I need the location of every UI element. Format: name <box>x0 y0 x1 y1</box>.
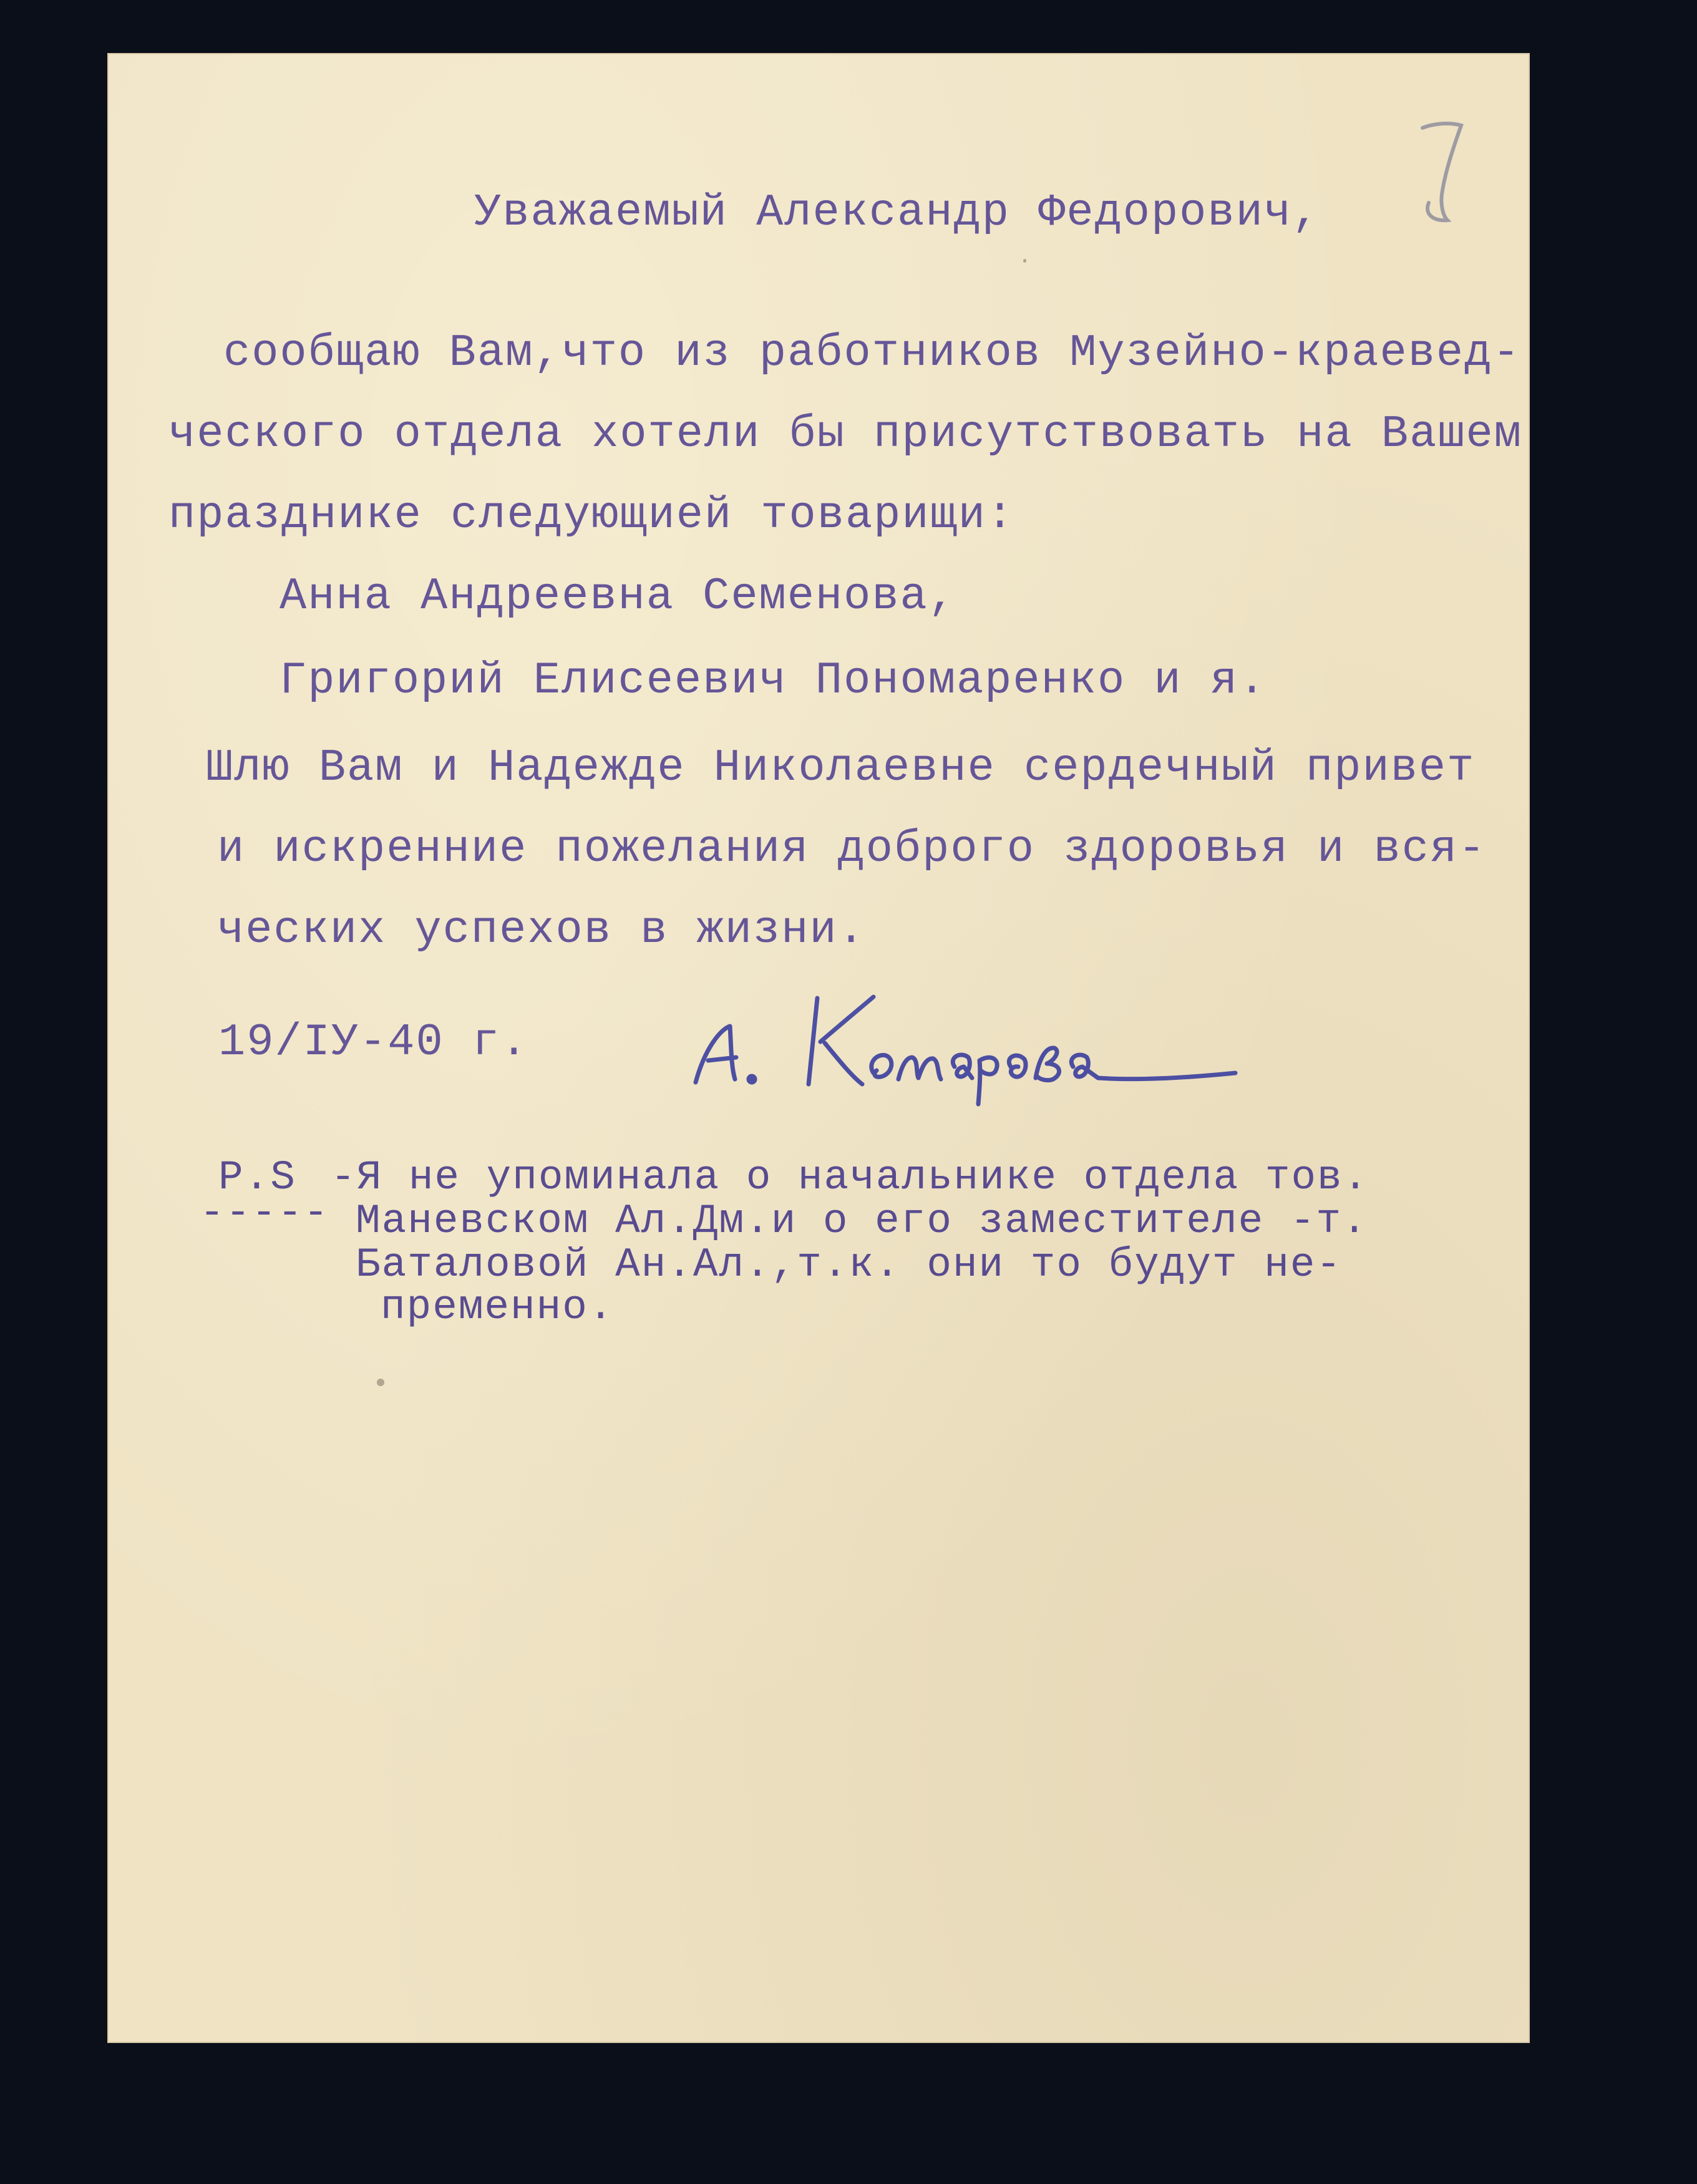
paper-speck <box>377 1379 384 1386</box>
closing-line-1: Шлю Вам и Надежде Николаевне сердечный привет <box>206 742 1476 794</box>
greeting: Уважаемый Александр Федорович, <box>474 187 1321 238</box>
body-line-2: ческого отдела хотели бы присутствовать на Вашем <box>168 409 1522 460</box>
archive-folio-mark <box>1410 115 1472 234</box>
letter-date: 19/IУ-40 г. <box>218 1017 529 1068</box>
paper-speck <box>1023 259 1026 263</box>
closing-line-3: ческих успехов в жизни. <box>217 905 866 956</box>
ps-line-4: пременно. <box>381 1284 615 1331</box>
name-line-1: Анна Андреевна Семенова, <box>280 571 956 622</box>
ps-line-2: Маневском Ал.Дм.и о его заместителе -т. <box>356 1198 1368 1245</box>
body-line-1: сообщаю Вам,что из работников Музейно-краевед- <box>223 328 1521 379</box>
body-line-3: празднике следующией товарищи: <box>168 490 1015 541</box>
handwritten-signature <box>686 973 1248 1117</box>
ps-underline: ----- <box>200 1190 330 1236</box>
ps-line-1: -Я не упоминала о начальнике отдела тов. <box>331 1154 1369 1201</box>
ps-label: P.S <box>218 1154 296 1201</box>
name-line-2: Григорий Елисеевич Пономаренко и я. <box>280 655 1267 706</box>
ps-line-3: Баталовой Ан.Ал.,т.к. они то будут не- <box>356 1241 1343 1288</box>
closing-line-2: и искренние пожелания доброго здоровья и вся- <box>217 823 1487 875</box>
